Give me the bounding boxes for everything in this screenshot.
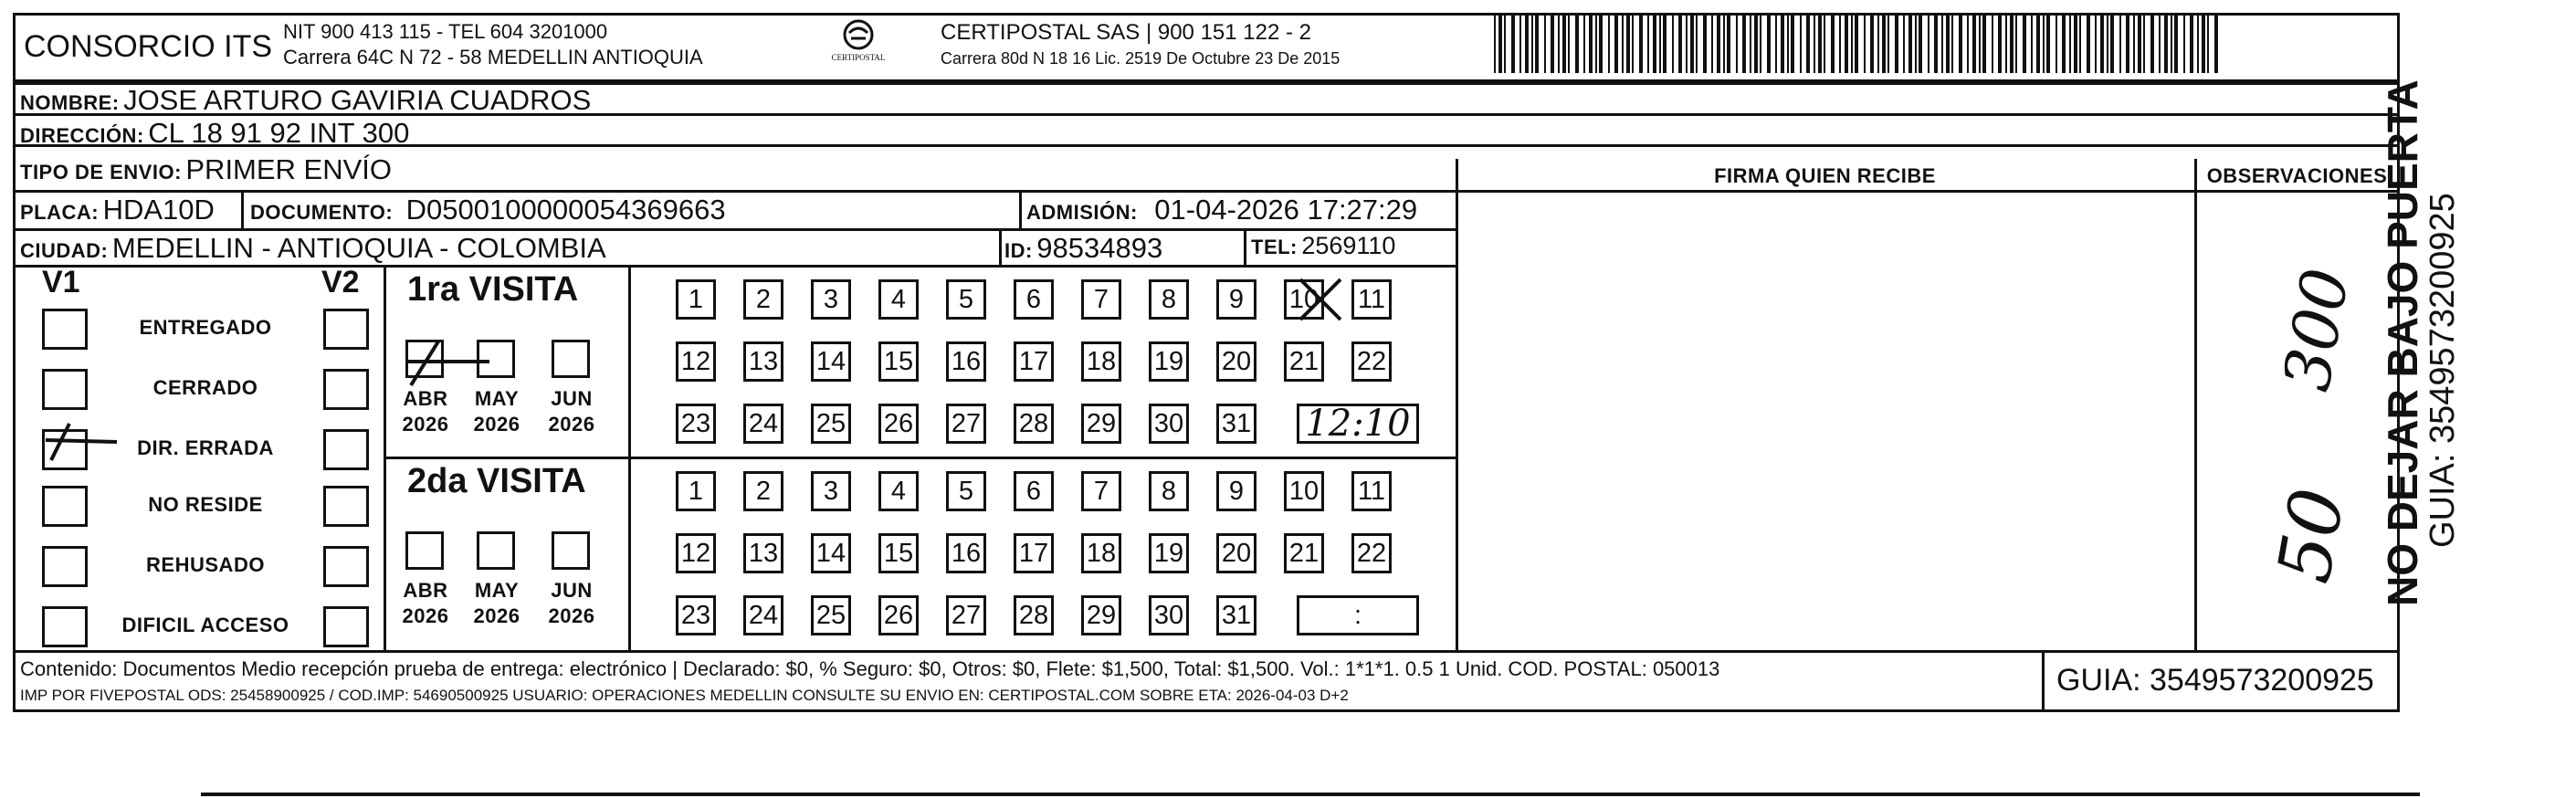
barcode-bar: [1575, 13, 1579, 73]
barcode-bar: [1686, 13, 1688, 73]
barcode-bar: [1946, 13, 1950, 73]
barcode-bar: [1653, 13, 1656, 73]
barcode-bar: [2095, 13, 2097, 73]
day-box[interactable]: 9: [1216, 279, 1256, 320]
barcode-bar: [1814, 13, 1815, 73]
certipostal-info: CERTIPOSTAL SAS | 900 151 122 - 2: [941, 20, 1311, 45]
barcode-bar: [1959, 13, 1962, 73]
status-label: ENTREGADO: [139, 316, 272, 339]
day-box[interactable]: 10: [1284, 279, 1324, 320]
v1-checkbox[interactable]: [42, 486, 88, 527]
barcode-bar: [2079, 13, 2081, 73]
year-label: 2026: [548, 413, 595, 436]
barcode-bar: [1562, 13, 1566, 73]
month-label: MAY: [474, 579, 520, 602]
barcode-bar: [1626, 13, 1630, 73]
month-label: JUN: [551, 387, 593, 410]
v2-checkbox[interactable]: [323, 606, 369, 647]
barcode-bar: [2107, 13, 2108, 73]
barcode-bar: [2150, 13, 2154, 73]
barcode-bar: [2046, 13, 2050, 73]
barcode-bar: [1511, 13, 1515, 73]
barcode-bar: [1979, 13, 1981, 73]
barcode-bar: [1951, 13, 1953, 73]
side-guia: GUIA: 3549573200925: [2424, 193, 2462, 548]
barcode-bar: [2074, 13, 2077, 73]
day10-x-mark: [1295, 274, 1346, 330]
barcode-bar: [2087, 13, 2090, 73]
barcode-bar: [1851, 13, 1853, 73]
barcode-bar: [2023, 13, 2026, 73]
barcode-bar: [2174, 13, 2178, 73]
obs-handwriting-1: 300: [2268, 263, 2364, 396]
day-box[interactable]: 23: [676, 595, 716, 635]
status-label: REHUSADO: [146, 553, 265, 576]
placa-value: HDA10D: [102, 194, 215, 226]
barcode-bar: [2062, 13, 2066, 73]
barcode-bar: [1525, 13, 1529, 73]
barcode-bar: [1750, 13, 1751, 73]
day-box[interactable]: 18: [1081, 533, 1121, 573]
day-box[interactable]: 7: [1081, 471, 1121, 511]
id-field: [1004, 232, 1162, 265]
observaciones-header: OBSERVACIONES: [2206, 164, 2388, 187]
documento-value: D0500100000054369663: [405, 194, 726, 226]
barcode-bar: [1647, 13, 1649, 73]
day-box[interactable]: 3: [811, 279, 851, 320]
nombre-value: JOSE ARTURO GAVIRIA CUADROS: [123, 84, 592, 116]
barcode-bar: [1519, 13, 1521, 73]
day-box[interactable]: 15: [878, 341, 919, 382]
barcode-bar: [1908, 13, 1912, 73]
obs-handwriting-2: 50: [2261, 482, 2361, 589]
v2-checkbox[interactable]: [323, 429, 369, 470]
barcode-bar: [2159, 13, 2161, 73]
barcode-bar: [2036, 13, 2040, 73]
barcode-bar: [1639, 13, 1643, 73]
day-box[interactable]: 8: [1149, 471, 1189, 511]
day-box[interactable]: 9: [1216, 471, 1256, 511]
barcode-bar: [1806, 13, 1810, 73]
certipostal-logo: [822, 16, 895, 68]
firma-header: FIRMA QUIEN RECIBE: [1714, 164, 1936, 187]
direccion-row: [20, 117, 409, 150]
barcode-bar: [1992, 13, 1993, 73]
status-label: NO RESIDE: [148, 493, 263, 516]
barcode-bar: [1903, 13, 1905, 73]
day-box[interactable]: 10: [1284, 471, 1324, 511]
day-box[interactable]: 18: [1081, 341, 1121, 382]
tel-value: 2569110: [1301, 232, 1396, 259]
barcode-bar: [1595, 13, 1597, 73]
side-no-dejar: NO DEJAR BAJO PUERTA: [2379, 79, 2426, 606]
barcode-bar: [2214, 13, 2218, 73]
day-box[interactable]: 31: [1216, 595, 1256, 635]
day-box[interactable]: 1: [676, 471, 716, 511]
time-box[interactable]: :: [1297, 595, 1419, 635]
footer-content: Contenido: Documentos Medio recepción prueba de entrega: electrónico | Declarado: $0, % Seguro: $0, Otros: $0, Flete: $1,500, Total: $1,500. Vol.: 1*1*1. 0.5 1 Unid. COD. POSTAL: 050013: [20, 657, 1720, 680]
barcode-bar: [1504, 13, 1506, 73]
barcode-bar: [1800, 13, 1802, 73]
day-box[interactable]: 11: [1351, 279, 1392, 320]
day-box[interactable]: 22: [1351, 341, 1392, 382]
day-box[interactable]: 12: [676, 533, 716, 573]
day-box[interactable]: 30: [1149, 595, 1189, 635]
day-box[interactable]: 27: [946, 404, 986, 444]
day-box[interactable]: 28: [1014, 404, 1054, 444]
barcode-bar: [1583, 13, 1585, 73]
day-box[interactable]: 22: [1351, 533, 1392, 573]
barcode-bar: [1767, 13, 1771, 73]
barcode-bar: [1494, 13, 1496, 73]
v1-checkbox[interactable]: [42, 309, 88, 350]
barcode-bar: [1544, 13, 1546, 73]
year-label: 2026: [548, 604, 595, 627]
visit-title: 2da VISITA: [407, 462, 586, 500]
day-box[interactable]: 12: [676, 341, 716, 382]
barcode-bar: [1736, 13, 1738, 73]
barcode-bar: [1864, 13, 1866, 73]
day-box[interactable]: 23: [676, 404, 716, 444]
month-checkbox[interactable]: [552, 531, 590, 570]
v2-checkbox[interactable]: [323, 369, 369, 410]
barcode-bar: [1558, 13, 1560, 73]
barcode-bar: [1659, 13, 1661, 73]
barcode-bar: [1498, 13, 1502, 73]
barcode-bar: [1818, 13, 1822, 73]
barcode-bar: [1781, 13, 1784, 73]
barcode-bar: [1614, 13, 1618, 73]
v1-checkbox[interactable]: [42, 606, 88, 647]
barcode-bar: [1754, 13, 1758, 73]
barcode-bar: [1982, 13, 1986, 73]
month-label: JUN: [551, 579, 593, 602]
barcode-bar: [1887, 13, 1889, 73]
barcode-bar: [2171, 13, 2172, 73]
nombre-label: NOMBRE:: [20, 91, 120, 114]
nombre-row: [20, 84, 591, 117]
barcode-bar: [1703, 13, 1707, 73]
status-label: CERRADO: [152, 376, 258, 399]
barcode-bar: [1663, 13, 1667, 73]
barcode-bar: [2005, 13, 2007, 73]
barcode-bar: [1717, 13, 1720, 73]
barcode-bar: [1535, 13, 1539, 73]
day-box[interactable]: 17: [1014, 533, 1054, 573]
day-box[interactable]: 24: [743, 404, 783, 444]
footer-imp: IMP POR FIVEPOSTAL ODS: 25458900925 / COD.IMP: 54690500925 USUARIO: OPERACIONES MEDELLIN CONSULTE SU ENVIO EN: CERTIPOSTAL.COM SOBRE ETA: 2026-04-03 D+2: [20, 687, 1349, 704]
barcode-bar: [1934, 13, 1938, 73]
barcode-bar: [2190, 13, 2193, 73]
barcode-bar: [1998, 13, 2002, 73]
day-box[interactable]: 13: [743, 341, 783, 382]
year-label: 2026: [473, 604, 520, 627]
direccion-value: CL 18 91 92 INT 300: [148, 117, 410, 149]
day-box[interactable]: 21: [1284, 533, 1324, 573]
footer-guia: GUIA: 3549573200925: [2056, 663, 2374, 698]
barcode-bar: [1919, 13, 1922, 73]
day-box[interactable]: 13: [743, 533, 783, 573]
barcode-bar: [1895, 13, 1898, 73]
visit-title: 1ra VISITA: [407, 270, 579, 309]
barcode-bar: [1775, 13, 1777, 73]
status-label: DIFICIL ACCESO: [121, 614, 289, 636]
barcode-bar: [2143, 13, 2145, 73]
barcode-bar: [1589, 13, 1593, 73]
dir-errada-mark: [38, 416, 121, 476]
barcode-bar: [2031, 13, 2033, 73]
day-box[interactable]: 8: [1149, 279, 1189, 320]
barcode-bar: [1839, 13, 1841, 73]
day-box[interactable]: 5: [946, 471, 986, 511]
day-box[interactable]: 25: [811, 404, 851, 444]
day-box[interactable]: 3: [811, 471, 851, 511]
v2-checkbox[interactable]: [323, 309, 369, 350]
id-label: ID:: [1004, 239, 1033, 262]
certipostal-license: Carrera 80d N 18 16 Lic. 2519 De Octubre 23 De 2015: [941, 49, 1341, 68]
documento-field: [250, 194, 726, 226]
day-box[interactable]: 25: [811, 595, 851, 635]
barcode-bar: [2202, 13, 2205, 73]
day-box[interactable]: 21: [1284, 341, 1324, 382]
placa-label: PLACA:: [20, 201, 100, 224]
barcode-bar: [1711, 13, 1713, 73]
v1-checkbox[interactable]: [42, 546, 88, 587]
barcode-bar: [1723, 13, 1725, 73]
barcode-bar: [1855, 13, 1858, 73]
barcode-bar: [1632, 13, 1634, 73]
day-box[interactable]: 16: [946, 341, 986, 382]
day-box[interactable]: 20: [1216, 341, 1256, 382]
barcode-bar: [2119, 13, 2121, 73]
barcode-bar: [1870, 13, 1874, 73]
barcode: [1494, 13, 2224, 73]
day-box[interactable]: 20: [1216, 533, 1256, 573]
barcode-bar: [1696, 13, 1698, 73]
day-box[interactable]: 26: [878, 595, 919, 635]
tel-label: TEL:: [1251, 236, 1298, 258]
barcode-bar: [1678, 13, 1682, 73]
barcode-bar: [1791, 13, 1794, 73]
company-nit: NIT 900 413 115 - TEL 604 3201000: [283, 20, 608, 43]
month-label: ABR: [403, 579, 448, 602]
barcode-bar: [2126, 13, 2129, 73]
day-box[interactable]: 19: [1149, 341, 1189, 382]
day-box[interactable]: 14: [811, 341, 851, 382]
status-label: DIR. ERRADA: [137, 436, 274, 459]
direccion-label: DIRECCIÓN:: [20, 124, 144, 147]
barcode-bar: [2133, 13, 2135, 73]
cut-line: [201, 793, 2420, 796]
day-box[interactable]: 24: [743, 595, 783, 635]
barcode-bar: [1915, 13, 1917, 73]
day-box[interactable]: 2: [743, 471, 783, 511]
v1-label: V1: [42, 265, 80, 299]
year-label: 2026: [473, 413, 520, 436]
ciudad-value: MEDELLIN - ANTIOQUIA - COLOMBIA: [111, 232, 606, 264]
v2-label: V2: [321, 265, 360, 299]
barcode-bar: [2207, 13, 2209, 73]
company-name: CONSORCIO ITS: [24, 29, 273, 64]
logo-text: CERTIPOSTAL: [831, 53, 886, 62]
barcode-bar: [1882, 13, 1886, 73]
month-label: ABR: [403, 387, 448, 410]
tipo-label: TIPO DE ENVIO:: [20, 161, 182, 184]
day-box[interactable]: 16: [946, 533, 986, 573]
day-box[interactable]: 2: [743, 279, 783, 320]
barcode-bar: [2138, 13, 2141, 73]
barcode-bar: [1972, 13, 1976, 73]
barcode-bar: [1608, 13, 1610, 73]
barcode-bar: [1787, 13, 1789, 73]
barcode-bar: [1831, 13, 1835, 73]
admision-field: [1026, 194, 1417, 226]
day-box[interactable]: 27: [946, 595, 986, 635]
id-value: 98534893: [1036, 232, 1163, 264]
barcode-bar: [2015, 13, 2017, 73]
month-label: MAY: [474, 387, 520, 410]
tipo-value: PRIMER ENVÍO: [185, 153, 393, 185]
year-label: 2026: [402, 413, 449, 436]
barcode-bar: [1690, 13, 1694, 73]
barcode-bar: [1531, 13, 1533, 73]
day-box[interactable]: 31: [1216, 404, 1256, 444]
barcode-bar: [1568, 13, 1570, 73]
day-box[interactable]: 14: [811, 533, 851, 573]
day-box[interactable]: 1: [676, 279, 716, 320]
ciudad-label: CIUDAD:: [20, 239, 109, 262]
barcode-bar: [2010, 13, 2013, 73]
barcode-bar: [1967, 13, 1969, 73]
barcode-bar: [1599, 13, 1603, 73]
month-checkbox[interactable]: [405, 531, 444, 570]
company-address: Carrera 64C N 72 - 58 MEDELLIN ANTIOQUIA: [283, 46, 703, 68]
barcode-bar: [2100, 13, 2104, 73]
day-box[interactable]: 6: [1014, 279, 1054, 320]
barcode-bar: [2043, 13, 2045, 73]
barcode-bar: [1727, 13, 1730, 73]
day-box[interactable]: 11: [1351, 471, 1392, 511]
barcode-bar: [1824, 13, 1825, 73]
barcode-bar: [1742, 13, 1746, 73]
admision-value: 01-04-2026 17:27:29: [1154, 194, 1418, 226]
month-checkbox[interactable]: [552, 340, 590, 378]
v2-checkbox[interactable]: [323, 546, 369, 587]
barcode-bar: [2069, 13, 2071, 73]
day-box[interactable]: 4: [878, 471, 919, 511]
barcode-bar: [1672, 13, 1674, 73]
v2-checkbox[interactable]: [323, 486, 369, 527]
barcode-bar: [1877, 13, 1879, 73]
barcode-bar: [1551, 13, 1554, 73]
barcode-bar: [1760, 13, 1761, 73]
barcode-bar: [1928, 13, 1929, 73]
day-box[interactable]: 30: [1149, 404, 1189, 444]
day-box[interactable]: 6: [1014, 471, 1054, 511]
day-box[interactable]: 5: [946, 279, 986, 320]
barcode-bar: [1622, 13, 1624, 73]
day-box[interactable]: 29: [1081, 595, 1121, 635]
day-box[interactable]: 26: [878, 404, 919, 444]
placa-field: [20, 194, 215, 226]
tel-field: [1251, 232, 1395, 260]
day-box[interactable]: 4: [878, 279, 919, 320]
barcode-bar: [1941, 13, 1943, 73]
day-box[interactable]: 15: [878, 533, 919, 573]
barcode-bar: [2183, 13, 2185, 73]
barcode-bar: [1845, 13, 1848, 73]
tipo-row: [20, 153, 392, 186]
abr-checkmark: [402, 334, 493, 397]
day-box[interactable]: 19: [1149, 533, 1189, 573]
documento-label: DOCUMENTO:: [250, 201, 394, 224]
month-checkbox[interactable]: [477, 531, 515, 570]
barcode-bar: [2164, 13, 2168, 73]
day-box[interactable]: 17: [1014, 341, 1054, 382]
day-box[interactable]: 29: [1081, 404, 1121, 444]
ciudad-field: [20, 232, 606, 265]
day-box[interactable]: 7: [1081, 279, 1121, 320]
barcode-bar: [2056, 13, 2057, 73]
day-box[interactable]: 28: [1014, 595, 1054, 635]
time-box[interactable]: 12:10: [1297, 404, 1419, 444]
admision-label: ADMISIÓN:: [1026, 201, 1138, 224]
barcode-bar: [2197, 13, 2199, 73]
v1-checkbox[interactable]: [42, 369, 88, 410]
barcode-bar: [2110, 13, 2114, 73]
year-label: 2026: [402, 604, 449, 627]
